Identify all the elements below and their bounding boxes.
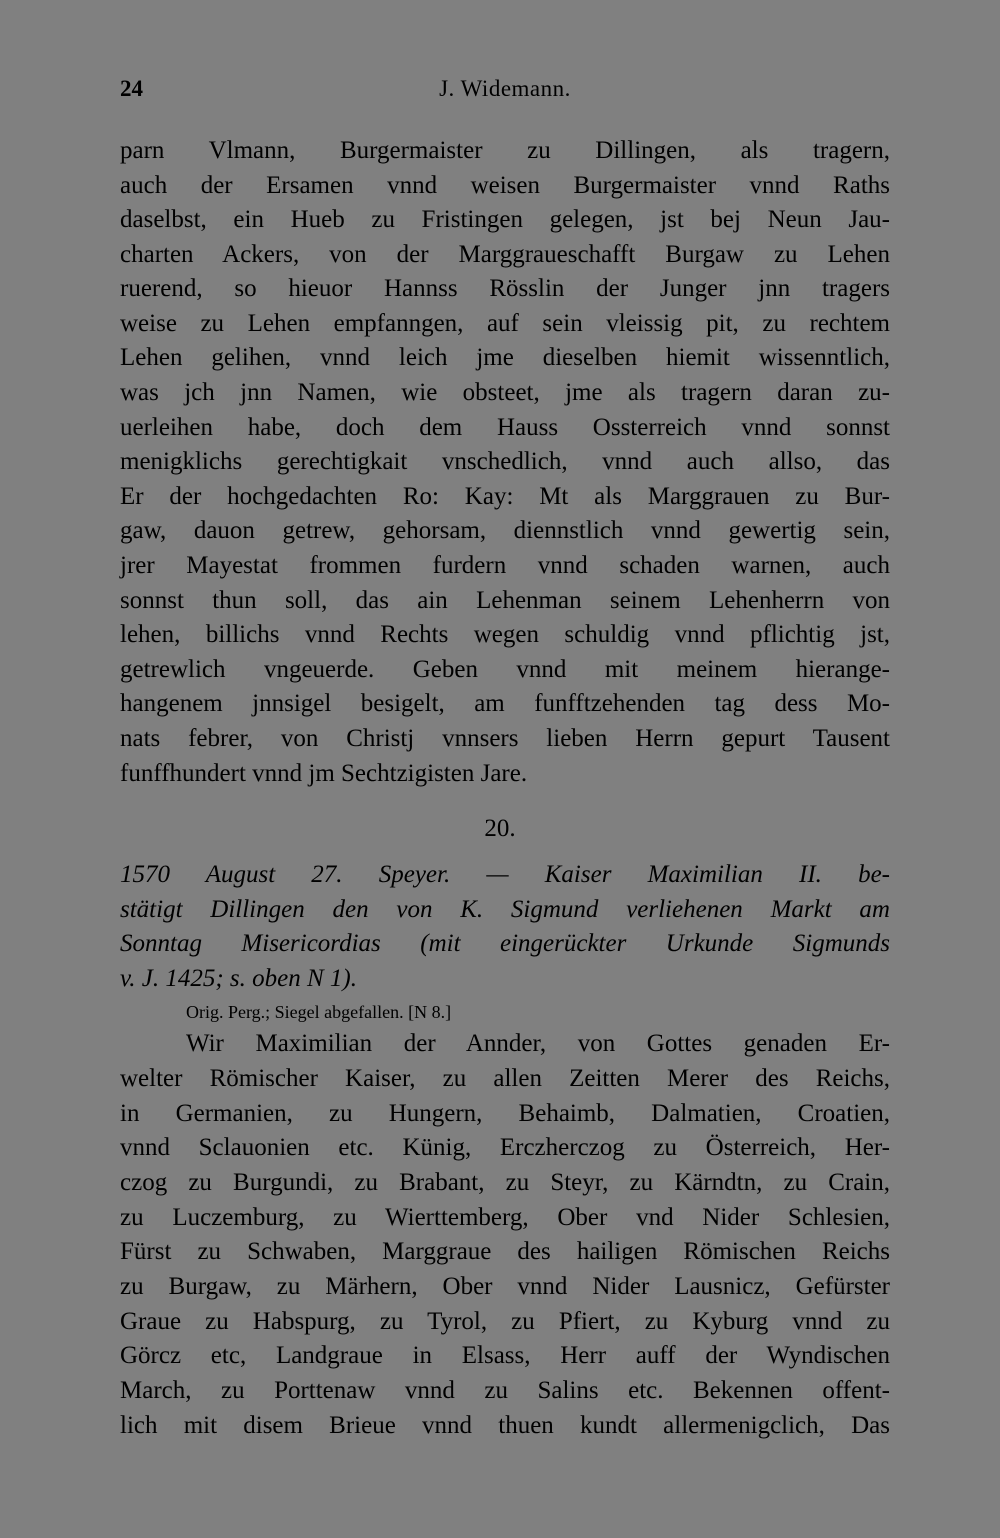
- running-head: J. Widemann.: [439, 76, 571, 101]
- page-header: [120, 72, 890, 106]
- source-note: Orig. Perg.; Siegel abgefallen. [N 8.]: [186, 1002, 452, 1022]
- section-number: 20.: [484, 815, 516, 842]
- text-line: vnnd Sclauonien etc. Künig, Erczherczog zu Österreich, Her-: [120, 1134, 890, 1161]
- text-line: lich mit disem Brieue vnnd thuen kundt allermenigclich, Das: [120, 1412, 890, 1439]
- text-line: Lehen gelihen, vnnd leich jme dieselben hiemit wissenntlich,: [120, 344, 890, 371]
- regest-line: Sonntag Misericordias (mit eingerückter Urkunde Sigmunds: [120, 930, 890, 957]
- page-number: 24: [120, 76, 143, 101]
- text-line: Wir Maximilian der Annder, von Gottes genaden Er-: [186, 1030, 890, 1057]
- text-line: in Germanien, zu Hungern, Behaimb, Dalmatien, Croatien,: [120, 1100, 890, 1127]
- text-line: lehen, billichs vnnd Rechts wegen schuldig vnnd pflichtig jst,: [120, 621, 890, 648]
- text-line: uerleihen habe, doch dem Hauss Ossterreich vnnd sonnst: [120, 414, 890, 441]
- text-line: Görcz etc, Landgraue in Elsass, Herr auff der Wyndischen: [120, 1342, 890, 1369]
- text-line: sonnst thun soll, das ain Lehenman seinem Lehenherrn von: [120, 587, 890, 614]
- text-line: weise zu Lehen empfanngen, auf sein vleissig pit, zu rechtem: [120, 310, 890, 337]
- text-line: menigklichs gerechtigkait vnschedlich, vnnd auch allso, das: [120, 448, 890, 475]
- text-line: zu Burgaw, zu Märhern, Ober vnnd Nider Lausnicz, Gefürster: [120, 1273, 890, 1300]
- text-line: March, zu Porttenaw vnnd zu Salins etc. Bekennen offent-: [120, 1377, 890, 1404]
- text-line: Er der hochgedachten Ro: Kay: Mt als Marggrauen zu Bur-: [120, 483, 890, 510]
- text-line: hangenem jnnsigel besigelt, am funfftzehenden tag dess Mo-: [120, 690, 890, 717]
- text-line: funffhundert vnnd jm Sechtzigisten Jare.: [120, 760, 528, 787]
- text-line: parn Vlmann, Burgermaister zu Dillingen, als tragern,: [120, 137, 890, 164]
- text-line: welter Römischer Kaiser, zu allen Zeitten Merer des Reichs,: [120, 1065, 890, 1092]
- text-line: nats febrer, von Christj vnnsers lieben Herrn gepurt Tausent: [120, 725, 890, 752]
- text-line: zu Luczemburg, zu Wierttemberg, Ober vnd Nider Schlesien,: [120, 1204, 890, 1231]
- text-line: daselbst, ein Hueb zu Fristingen gelegen, jst bej Neun Jau-: [120, 206, 890, 233]
- text-line: ruerend, so hieuor Hannss Rösslin der Junger jnn tragers: [120, 275, 890, 302]
- text-line: czog zu Burgundi, zu Brabant, zu Steyr, zu Kärndtn, zu Crain,: [120, 1169, 890, 1196]
- text-line: Fürst zu Schwaben, Marggraue des hailigen Römischen Reichs: [120, 1238, 890, 1265]
- regest-line: 1570 August 27. Speyer. — Kaiser Maximilian II. be-: [120, 861, 890, 888]
- text-line: charten Ackers, von der Marggraueschafft Burgaw zu Lehen: [120, 241, 890, 268]
- regest-line: v. J. 1425; s. oben N 1).: [120, 965, 357, 992]
- text-line: jrer Mayestat frommen furdern vnnd schaden warnen, auch: [120, 552, 890, 579]
- text-line: Graue zu Habspurg, zu Tyrol, zu Pfiert, zu Kyburg vnnd zu: [120, 1308, 890, 1335]
- text-line: auch der Ersamen vnnd weisen Burgermaister vnnd Raths: [120, 172, 890, 199]
- text-line: was jch jnn Namen, wie obsteet, jme als tragern daran zu-: [120, 379, 890, 406]
- text-line: getrewlich vngeuerde. Geben vnnd mit meinem hierange-: [120, 656, 890, 683]
- regest-line: stätigt Dillingen den von K. Sigmund verliehenen Markt am: [120, 896, 890, 923]
- text-line: gaw, dauon getrew, gehorsam, diennstlich vnnd gewertig sein,: [120, 517, 890, 544]
